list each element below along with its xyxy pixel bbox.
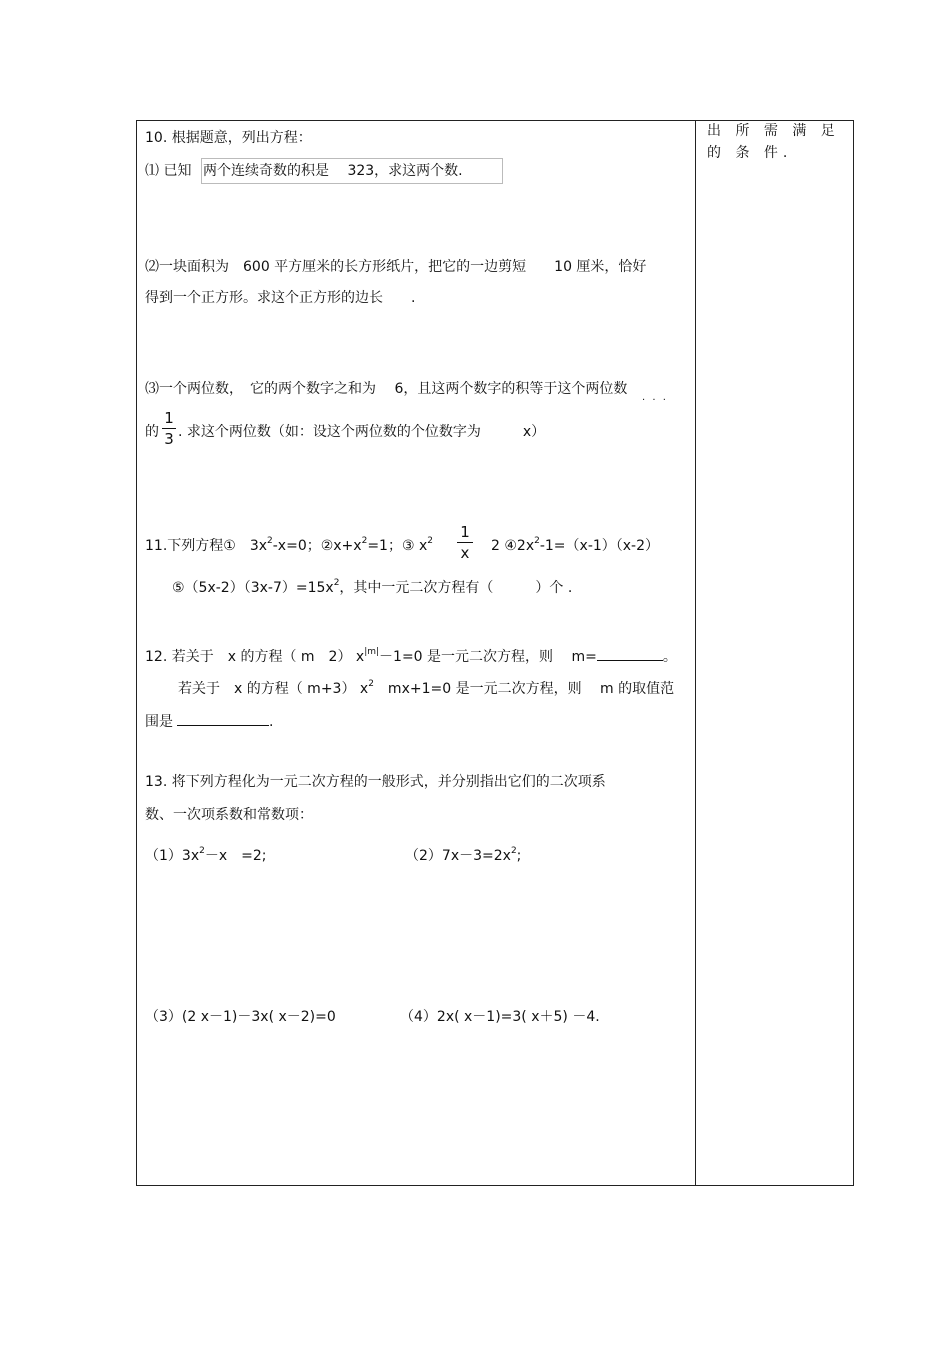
q12-line2	[178, 680, 674, 700]
side-note: 出 所 需 满 足 的 条 件.	[707, 123, 840, 161]
q11-sup: 2	[333, 578, 340, 588]
q11-sup: 2	[427, 536, 433, 546]
q10-part3-line2-post: . 求这个两位数（如：设这个两位数的个位数字为 x）	[178, 424, 546, 440]
q12-line3: 围是 .	[145, 714, 274, 730]
q10-part1-text: 两个连续奇数的积是 323，求这两个数.	[203, 163, 463, 179]
q11-seg: -1=（x-1）（x-2）	[539, 538, 660, 554]
q10-part1-prefix: ⑴ 已知	[145, 163, 192, 179]
fraction-denominator: 3	[164, 430, 174, 448]
q11-seg: 11.下列方程① 3x	[145, 538, 268, 554]
q13-sup: 2	[510, 846, 517, 856]
q11-seg: -x=0；②x+x	[272, 538, 362, 554]
q12-seg: －1=0 是一元二次方程，则 m=	[379, 649, 597, 665]
fraction-bar	[457, 542, 473, 543]
q11-line1-rest	[491, 537, 659, 557]
q13-seg: ;	[516, 848, 522, 864]
answer-blank	[177, 712, 269, 726]
q12-seg: 。	[662, 649, 677, 665]
q11-seg: ⑤（5x-2）（3x-7）=15x	[172, 580, 334, 596]
fraction-bar	[162, 428, 176, 429]
fraction-denominator: x	[460, 544, 470, 562]
q12-seg: 若关于 x 的方程（ m+3） x	[178, 681, 369, 697]
q13-line2: 数、一次项系数和常数项：	[145, 807, 313, 823]
q10-part3-emphasis-dots: · · ·	[642, 395, 668, 406]
q11-seg: 2 ④2x	[491, 538, 535, 554]
q10-part3-line2-pre: 的	[145, 424, 159, 440]
q10-fraction-one-third	[162, 409, 176, 448]
q13-seg: （2）7x－3=2x	[405, 848, 511, 864]
q12-sup: 2	[368, 679, 374, 689]
q13-line1: 13. 将下列方程化为一元二次方程的一般形式，并分别指出它们的二次项系	[145, 774, 606, 790]
q11-seg: ，其中一元二次方程有（ ）个 .	[339, 580, 573, 596]
q12-seg: 围是	[145, 714, 173, 730]
q11-sup: 2	[267, 536, 273, 546]
q11-line2	[172, 579, 572, 599]
q13-eq4: （4）2x( x－1)=3( x＋5) －4.	[400, 1009, 600, 1025]
q13-sup: 2	[199, 846, 205, 856]
fraction-numerator: 1	[460, 523, 470, 541]
q12-sup: |m|	[364, 647, 380, 657]
q12-seg: 12. 若关于 x 的方程（ m 2） x	[145, 649, 365, 665]
column-divider	[695, 120, 696, 1186]
q10-title: 10. 根据题意，列出方程：	[145, 130, 312, 146]
q10-part3-line1: ⑶一个两位数， 它的两个数字之和为 6，且这两个数字的积等于这个两位数	[145, 381, 628, 397]
answer-blank	[597, 647, 663, 661]
q11-seg: =1；③ x	[367, 538, 428, 554]
q12-seg: mx+1=0 是一元二次方程，则 m 的取值范	[373, 681, 675, 697]
q10-part2-line2: 得到一个正方形。求这个正方形的边长 .	[145, 290, 416, 306]
q13-seg: －x =2;	[204, 848, 267, 864]
q10-part2-line1: ⑵一块面积为 600 平方厘米的长方形纸片，把它的一边剪短 10 厘米，恰好	[145, 259, 647, 275]
q11-line1	[145, 537, 433, 557]
q13-eq2	[405, 847, 521, 867]
fraction-numerator: 1	[164, 409, 174, 427]
q12-line1	[145, 647, 677, 668]
q13-eq3: （3）(2 x－1)－3x( x－2)=0	[145, 1009, 336, 1025]
q11-sup: 2	[534, 536, 540, 546]
q13-seg: （1）3x	[145, 848, 200, 864]
q13-eq1	[145, 847, 266, 867]
q11-sup: 2	[361, 536, 368, 546]
q11-fraction-one-over-x	[457, 523, 473, 562]
